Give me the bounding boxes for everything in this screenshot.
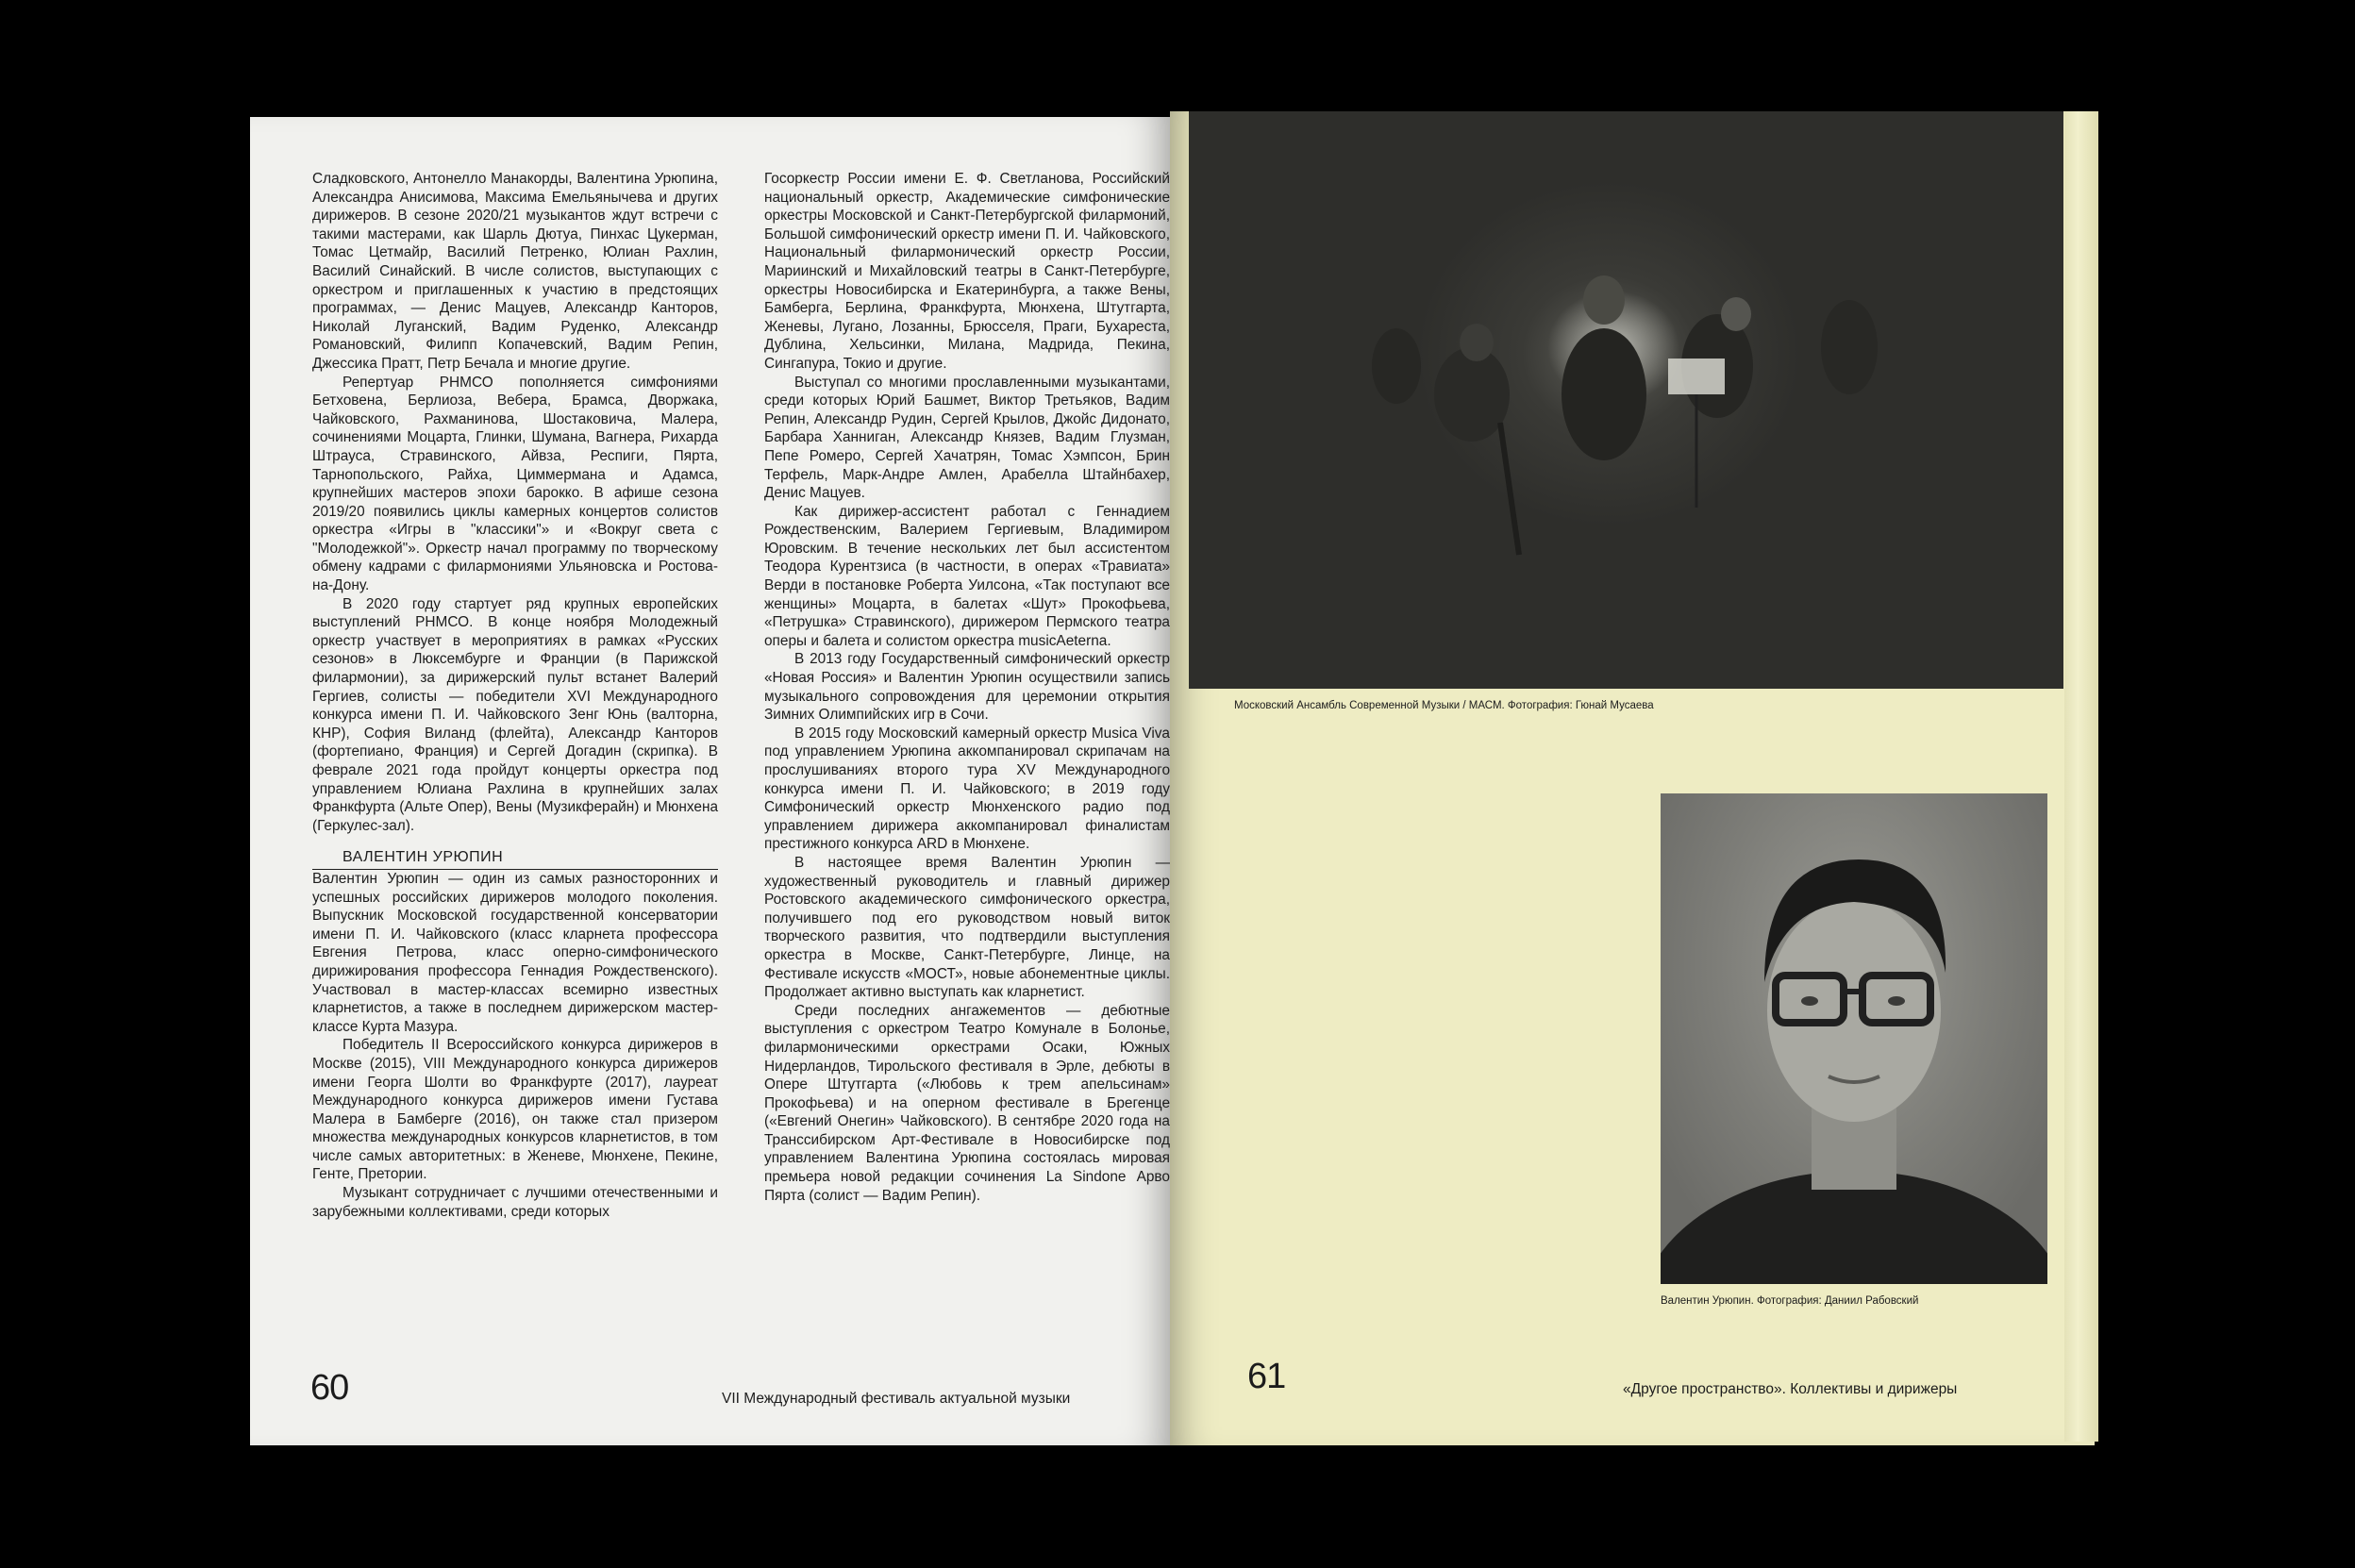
left-column-2 xyxy=(764,170,1170,1205)
page-number-right: 61 xyxy=(1247,1357,1286,1396)
page-number-left: 60 xyxy=(310,1368,349,1408)
section-heading: ВАЛЕНТИН УРЮПИН xyxy=(312,848,718,870)
page-edge-right xyxy=(2064,111,2098,1442)
right-page xyxy=(1170,111,2095,1445)
portrait-photo-image xyxy=(1661,793,2047,1284)
ensemble-photo-caption: Московский Ансамбль Современной Музыки / МАСМ. Фотография: Гюнай Мусаева xyxy=(1234,700,1654,711)
paragraph: В 2013 году Государственный симфонический оркестр «Новая Россия» и Валентин Урюпин осуществили запись музыкального сопровождения для церемонии открытия Зимних Олимпийских игр в Сочи. xyxy=(764,651,1170,724)
paragraph: В 2015 году Московский камерный оркестр Musica Viva под управлением Урюпина аккомпанировал скрипачам на прослушиваниях второго тура XV Международного конкурса имени П. И. Чайковского; в 2019 году Симфонический оркестр Мюнхенского радио под управлением дирижера аккомпанировал финалистам престижного конкурса ARD в Мюнхене. xyxy=(764,725,1170,853)
paragraph: В настоящее время Валентин Урюпин — художественный руководитель и главный дирижер Ростовского академического симфонического оркестра, получившего под его руководством новый виток творческого развития, что подтвердили выступления оркестра в Москве, Санкт-Петербурге, Линце, на Фестивале искусств «МОСТ», новые абонементные циклы. Продолжает активно выступать как кларнетист. xyxy=(764,854,1170,1001)
paragraph: Среди последних ангажементов — дебютные выступления с оркестром Театро Комунале в Болонье, филармоническими оркестрами Осаки, Южных Нидерландов, Тирольского фестиваля в Эрле, дебюты в Опере Штутгарта («Любовь к трем апельсинам» Прокофьева) и на оперном фестивале в Брегенце («Евгений Онегин» Чайковского). В сентябре 2020 года на Транссибирском Арт-Фестивале в Новосибирске под управлением Валентина Урюпина состоялась мировая премьера новой редакции сочинения La Sindone Арво Пярта (солист — Вадим Репин). xyxy=(764,1002,1170,1204)
portrait-photo xyxy=(1661,793,2047,1284)
left-page xyxy=(250,117,1170,1445)
paragraph: Выступал со многими прославленными музыкантами, среди которых Юрий Башмет, Виктор Третьяков, Вадим Репин, Александр Рудин, Сергей Крылов, Джойс Дидонато, Барбара Ханниган, Александр Князев, Вадим Глузман, Пепе Ромеро, Сергей Хачатрян, Томас Хэмпсон, Брин Терфель, Марк-Андре Амлен, Арабелла Штайнбахер, Денис Мацуев. xyxy=(764,374,1170,502)
paragraph: Валентин Урюпин — один из самых разносторонних и успешных российских дирижеров молодого поколения. Выпускник Московской государственной консерватории имени П. И. Чайковского (класс кларнета профессора Евгения Петрова, класс оперно-симфонического дирижирования профессора Геннадия Рождественского). Участвовал в мастер-классах всемирно известных кларнетистов, а также в последнем дирижерском мастер-классе Курта Мазура. xyxy=(312,870,718,1035)
ensemble-photo-image xyxy=(1189,111,2063,689)
left-column-1 xyxy=(312,170,718,1221)
portrait-photo-caption: Валентин Урюпин. Фотография: Даниил Рабовский xyxy=(1661,1295,1919,1307)
paragraph: Как дирижер-ассистент работал с Геннадием Рождественским, Валерием Гергиевым, Владимиром Юровским. В течение нескольких лет был ассистентом Теодора Курентзиса (в частности, в операх «Травиата» Верди в постановке Роберта Уилсона, «Так поступают все женщины» Моцарта, в балетах «Шут» Прокофьева, «Петрушка» Стравинского), дирижером Пермского театра оперы и балета и солистом оркестра musicAeterna. xyxy=(764,503,1170,649)
paragraph: Музыкант сотрудничает с лучшими отечественными и зарубежными коллективами, среди которых xyxy=(312,1185,718,1220)
ensemble-photo xyxy=(1189,111,2063,689)
paragraph: В 2020 году стартует ряд крупных европейских выступлений РНМСО. В конце ноября Молодежный оркестр участвует в мероприятиях в рамках «Русских сезонов» в Люксембурге и Франции (в Парижской филармонии), за дирижерский пульт встанет Валерий Гергиев, солисты — победители XVI Международного конкурса имени П. И. Чайковского Зенг Юнь (валторна, КНР), София Виланд (флейта), Александр Канторов (фортепиано, Франция) и Сергей Догадин (скрипка). В феврале 2021 года пройдут концерты оркестра под управлением Юлиана Рахлина в крупнейших залах Франкфурта (Альте Опер), Вены (Музикферайн) и Мюнхена (Геркулес-зал). xyxy=(312,595,718,834)
paragraph: Сладковского, Антонелло Манакорды, Валентина Урюпина, Александра Анисимова, Максима Емельянычева и других дирижеров. В сезоне 2020/21 музыкантов ждут встречи с такими мастерами, как Шарль Дютуа, Пинхас Цукерман, Томас Цетмайр, Василий Петренко, Юлиан Рахлин, Василий Синайский. В числе солистов, выступающих с оркестром и приглашенных к участию в предстоящих программах, — Денис Мацуев, Александр Канторов, Николай Луганский, Вадим Руденко, Александр Романовский, Филипп Копачевский, Вадим Репин, Джессика Пратт, Петр Бечала и многие другие. xyxy=(312,171,718,372)
running-title-left: VII Международный фестиваль актуальной музыки xyxy=(722,1391,1071,1407)
paragraph: Репертуар РНМСО пополняется симфониями Бетховена, Берлиоза, Вебера, Брамса, Дворжака, Чайковского, Рахманинова, Шостаковича, Малера, сочинениями Моцарта, Глинки, Шумана, Вагнера, Рихарда Штрауса, Стравинского, Айвза, Респиги, Пярта, Тарнопольского, Райха, Циммермана и Адамса, крупнейших мастеров эпохи барокко. В афише сезона 2019/20 появились циклы камерных концертов солистов оркестра «Игры в "классики"» и «Вокруг света с "Молодежкой"». Оркестр начал программу по творческому обмену кадрами с филармониями Ульяновска и Ростова-на-Дону. xyxy=(312,374,718,594)
running-title-right: «Другое пространство». Коллективы и дирижеры xyxy=(1623,1381,1958,1397)
paragraph: Победитель II Всероссийского конкурса дирижеров в Москве (2015), VIII Международного конкурса дирижеров имени Георга Шолти во Франкфурте (2017), лауреат Международного конкурса дирижеров имени Густава Малера в Бамберге (2016), он также стал призером множества международных конкурсов кларнетистов, в том числе самых авторитетных: в Женеве, Мюнхене, Пекине, Генте, Претории. xyxy=(312,1037,718,1183)
paragraph: Госоркестр России имени Е. Ф. Светланова, Российский национальный оркестр, Академические симфонические оркестры Московской и Санкт-Петербургской филармоний, Большой симфонический оркестр имени П. И. Чайковского, Национальный филармонический оркестр России, Мариинский и Михайловский театры в Санкт-Петербурге, оркестры Новосибирска и Екатеринбурга, а также Вены, Бамберга, Берлина, Франкфурта, Мюнхена, Штутгарта, Женевы, Лугано, Лозанны, Брюсселя, Праги, Бухареста, Дублина, Хельсинки, Милана, Мадрида, Пекина, Сингапура, Токио и другие. xyxy=(764,171,1170,372)
